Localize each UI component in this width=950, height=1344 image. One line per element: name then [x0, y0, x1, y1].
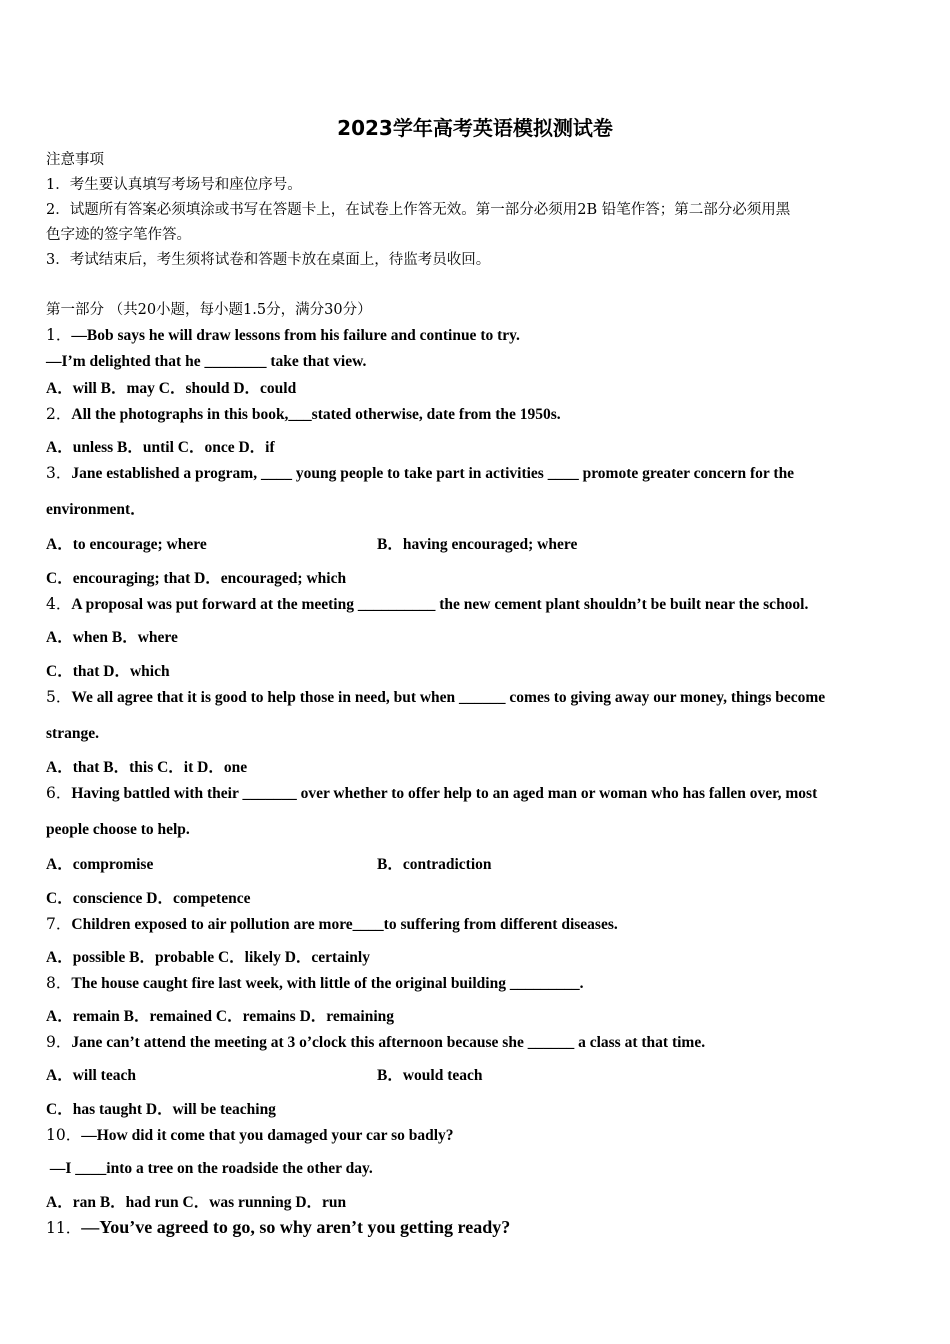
question-5	[46, 687, 825, 708]
question-number: 1．	[46, 326, 72, 344]
question-8-options: A．remain B．remained C．remains D．remaining	[46, 1008, 395, 1025]
question-stem: Having battled with their _______ over whether to offer help to an aged man or woman who has fallen over, most	[71, 785, 818, 802]
question-6-option-a: A．compromise	[46, 856, 154, 873]
notice-item-1: 1．考生要认真填写考场号和座位序号。	[46, 177, 302, 193]
question-10-line-2: —I ____into a tree on the roadside the other day.	[46, 1160, 373, 1177]
question-5-stem-cont: strange.	[46, 725, 99, 742]
question-number: 10．	[46, 1126, 82, 1144]
question-9-option-b: B．would teach	[377, 1067, 483, 1084]
notice-heading: 注意事项	[46, 152, 104, 168]
question-number: 9．	[46, 1033, 72, 1051]
question-4	[46, 594, 808, 615]
notice-item-2: 2．试题所有答案必须填涂或书写在答题卡上，在试卷上作答无效。第一部分必须用2B 铅笔作答；第二部分必须用黑	[46, 202, 791, 218]
question-3-option-a: A．to encourage; where	[46, 536, 207, 553]
question-number: 5．	[46, 688, 72, 706]
question-stem: Jane established a program, ____ young people to take part in activities ____ promote greater concern for the	[71, 465, 795, 482]
question-number: 2．	[46, 405, 72, 423]
question-number: 7．	[46, 915, 72, 933]
question-1	[46, 325, 520, 346]
question-stem: Children exposed to air pollution are more____to suffering from different diseases.	[71, 916, 618, 933]
question-8	[46, 973, 583, 994]
question-5-options: A．that B．this C．it D．one	[46, 759, 248, 776]
question-6-options-cd: C．conscience D．competence	[46, 890, 251, 907]
question-3	[46, 463, 794, 484]
question-number: 11．	[46, 1219, 82, 1237]
question-2	[46, 404, 561, 425]
question-2-options: A．unless B．until C．once D．if	[46, 439, 275, 456]
question-stem: —How did it come that you damaged your car so badly?	[81, 1127, 454, 1144]
question-stem: We all agree that it is good to help those in need, but when ______ comes to giving away our money, things become	[71, 689, 826, 706]
section-heading: 第一部分 （共20小题，每小题1.5分，满分30分）	[46, 302, 372, 318]
question-6-stem-cont: people choose to help.	[46, 821, 190, 838]
question-10-options: A．ran B．had run C．was running D．run	[46, 1194, 347, 1211]
question-number: 6．	[46, 784, 72, 802]
question-7-options: A．possible B．probable C．likely D．certainly	[46, 949, 370, 966]
question-stem: The house caught fire last week, with little of the original building _________.	[71, 975, 584, 992]
question-stem: All the photographs in this book,___stated otherwise, date from the 1950s.	[71, 406, 561, 423]
question-number: 3．	[46, 464, 72, 482]
question-9-option-a: A．will teach	[46, 1067, 136, 1084]
question-6-option-b: B．contradiction	[377, 856, 492, 873]
notice-item-2-cont: 色字迹的签字笔作答。	[46, 227, 191, 243]
question-stem: Jane can’t attend the meeting at 3 o’clock this afternoon because she ______ a class at that time.	[71, 1034, 706, 1051]
question-10	[46, 1125, 454, 1146]
question-3-option-b: B．having encouraged; where	[377, 536, 578, 553]
notice-item-3: 3．考试结束后，考生须将试卷和答题卡放在桌面上，待监考员收回。	[46, 252, 491, 268]
question-11	[46, 1217, 510, 1238]
question-number: 4．	[46, 595, 72, 613]
question-3-options-cd: C．encouraging; that D．encouraged; which	[46, 570, 347, 587]
question-stem: A proposal was put forward at the meeting __________ the new cement plant shouldn’t be built near the school.	[71, 596, 809, 613]
question-1-options: A．will B．may C．should D．could	[46, 380, 297, 397]
question-7	[46, 914, 618, 935]
question-6	[46, 783, 817, 804]
question-9-options-cd: C．has taught D．will be teaching	[46, 1101, 276, 1118]
question-4-options-cd: C．that D．which	[46, 663, 170, 680]
page-title: 2023学年高考英语模拟测试卷	[337, 116, 613, 140]
question-9	[46, 1032, 705, 1053]
question-1-line-2: —I’m delighted that he ________ take that view.	[46, 353, 367, 370]
question-stem: —Bob says he will draw lessons from his failure and continue to try.	[71, 327, 520, 344]
question-number: 8．	[46, 974, 72, 992]
question-stem: —You’ve agreed to go, so why aren’t you getting ready?	[81, 1217, 511, 1237]
question-3-stem-cont: environment．	[46, 501, 146, 518]
question-4-options-ab: A．when B．where	[46, 629, 178, 646]
